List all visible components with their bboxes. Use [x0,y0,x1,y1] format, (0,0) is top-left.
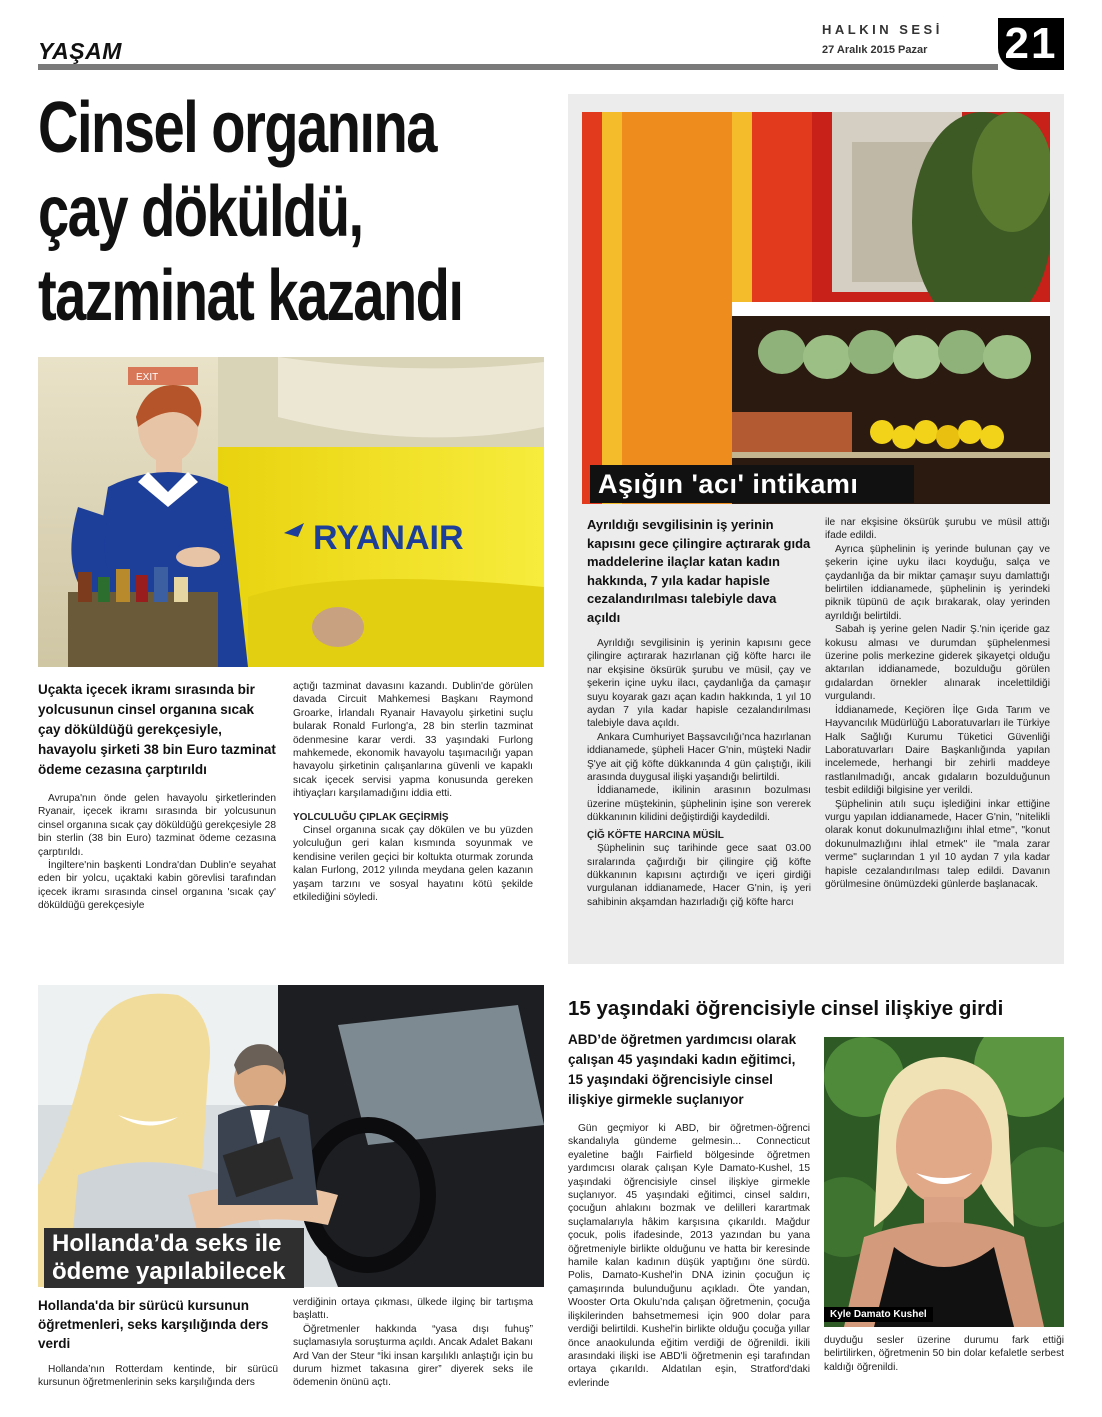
story2-paragraph: Ayrıldığı sevgilisinin iş yerinin kapısını gece çilingire açtırarak hazırlanan çiğ köfte harcı ile nar ekşisine öksürük şurubu ve müsil, çay ve şekerin içine uyku ilacı, çaydanlığa da çamaşır suyu koyarak gazı açan kadın hakkında, 1 yıl 10 aydan 7 yıla kadar hapisle cezalandırılması talebiyle dava açıldı. [587,638,811,730]
story2-paragraph: Sabah iş yerine gelen Nadir Ş.'nin içeride gaz kokusu alması ve durumdan şüphelenmesi üzerine polis merkezine giderek şikayetçi olduğu aktarılan iddianamede, bozulduğu görülen gıdalardan örnekler alınarak incelettildiği vurgulandı. [825,624,1050,703]
story1-column-1 [38,680,276,913]
header-rule [38,64,998,70]
story4-column-2 [824,1334,1064,1374]
story2-paragraph: İddianamede, ikilinin arasının bozulması üzerine müştekinin, şüphelinin işine son vererek dükkanının kilidini değiştirdiği kaydedildi. [587,785,811,824]
story1-paragraph: Cinsel organına sıcak çay dökülen ve bu yüzden yolculuğun geri kalan kısmında soyunmak ve kendisine verilen geçici bir koltukta oturmak zorunda kalan Furlong, 2012 yılında meydana gelen kazanın yaşam tarzını ve sosyal hayatını kötü şekilde etkilediğini söyledi. [293,825,533,904]
headline-line: çay döküldü, [38,172,363,252]
story2-paragraph: Şüphelinin suç tarihinde gece saat 03.00 sıralarında çağırdığı bir çilingire çiğ köfte dükkanının kapısını açtırdığı ve içeri girdiği vurgulanan iddianamede, Hacer G'nin, iş yeri sahibinin akşamdan hazırladığı çiğ köfte harcı [587,843,811,908]
teacher-portrait-illustration [824,1037,1064,1327]
story3-title-line: Hollanda’da seks ile [52,1230,282,1257]
main-headline [38,86,463,338]
airline-logo-text: RYANAIR [313,519,464,557]
story1-subhead: YOLCULUĞU ÇIPLAK GEÇİRMİŞ [293,811,449,823]
story2-deck: Ayrıldığı sevgilisinin iş yerinin kapısını gece çilingire açtırarak gıda maddelerine ilaçlar katan kadın hakkında, 7 yıla kadar hapisle cezalandırılması talebiyle dava açıldı [587,517,811,625]
story4-paragraph: Gün geçmiyor ki ABD, bir öğretmen-öğrenci skandalıyla gündeme gelmesin... Connecticut eyaletine bağlı Fairfield bölgesinde öğretmen yardımcısı olarak çalışan Kyle Damato-Kushel, 15 yaşındaki öğrencisiyle cinsel ilişkiye girmekle suçlanıyor. 45 yaşındaki eğitimci, cinsel saldırı, çocuğun ahlakını bozmak ve delilleri karartmak suçlamalarıyla hâkim karşısına çıkarıldı. Mağdur çocuk, polis ifadesinde, 2013 yazından bu yana öğretmeniyle birlikte olduğunu ve hatta bir keresinde hamile kalan kadının düşük yaptığını öne sürdü. Polis, Damato-Kushel'in DNA izinin çocuğun iç çamaşırında bulunduğunu açıkladı. Öte yandan, Wooster Orta Okulu’nda çalışan öğretmenin, çocuğa ilişkilerinden bahsetmemesi için 900 dolar para verdiği belirtildi. Kushel'in birlikte olduğu çocuğa yıllar önce anaokulunda eğitim verdiği de öğrenildi. İkili arasındaki ilişki ise ABD'li öğretmenin eşi tarafından ortaya çıkarıldı. Aldatılan eşin, Stratford'daki evlerinde [568,1123,810,1389]
page-number: 21 [998,18,1064,70]
story2-paragraph: ile nar ekşisine öksürük şurubu ve müsil attığı ifade edildi. [825,517,1050,542]
flight-attendant-photo [38,357,544,667]
newspaper-name: HALKIN SESİ [822,22,943,37]
story2-paragraph: Ayrıca şüphelinin iş yerinde bulunan çay ve şekerin içine uyku ilacı koyduğu, salça ve çaydanlığa da bir miktar çamaşır suyu damlattığı belirtilen iddianamede, şüphelinin iş yerindeki piknik tüpünü de açık bırakarak, olay yerinden ayrıldığı belirtildi. [825,543,1050,622]
story1-deck: Uçakta içecek ikramı sırasında bir yolcusunun cinsel organına sıcak çay döküldüğü gerekçesiyle, havayolu şirketi 38 bin Euro tazminat ödeme cezasına çarptırıldı [38,682,276,777]
story2-subhead: ÇİĞ KÖFTE HARCINA MÜSİL [587,829,724,841]
teacher-portrait-photo [824,1037,1064,1327]
story2-paragraph: İddianamede, Keçiören İlçe Gıda Tarım ve Hayvancılık Müdürlüğü Laboratuvarları ile Türkiye Halk Sağlığı Kurumu Tüketici Güvenliği Laboratuvarları Daire Başkanlığında yapılan incelemede, herhangi bir zehirli maddeye rastlanılmadığı, ancak gıdaların bozulduğunun tesbit edildiği bilgisine yer verildi. [825,704,1050,797]
story4-title: 15 yaşındaki öğrencisiyle cinsel ilişkiye girdi [568,997,1004,1020]
shop-window-illustration [582,112,1050,504]
story4-column-1 [568,1030,810,1390]
exit-sign: EXIT [136,372,159,383]
story1-paragraph: Avrupa'nın önde gelen havayolu şirketlerinden Ryanair, içecek ikramı sırasında bir yolcusunun cinsel organına sıcak çay döküldüğü gerekçesiyle 28 bin sterlin (38 bin Euro) tazminat ödeme cezasına çarptırıldı. [38,793,276,858]
story3-column-1 [38,1296,278,1390]
issue-date: 27 Aralık 2015 Pazar [822,44,928,56]
headline-line: tazminat kazandı [38,256,463,336]
story3-title-line: ödeme yapılabilecek [52,1258,286,1285]
story3-paragraph: Hollanda’nın Rotterdam kentinde, bir sürücü kursunun öğretmenlerinin seks karşılığında ders [38,1364,278,1389]
story1-column-2 [293,680,533,905]
story3-paragraph: Öğretmenler hakkında “yasa dışı fuhuş” suçlamasıyla soruşturma açıldı. Ancak Adalet Bakanı Ard Van der Steur “İki insan karşılıklı anlaştığı için bu durum hizmet takasına girer” diyerek seks ile ödemenin önünü açtı. [293,1323,533,1389]
story4-deck: ABD’de öğretmen yardımcısı olarak çalışan 45 yaşındaki kadın eğitimci, 15 yaşındaki öğrencisiyle cinsel ilişkiye girmekle suçlanıyor [568,1032,797,1107]
story2-column-1 [587,516,811,909]
shop-photo [582,112,1050,504]
story2-paragraph: Şüphelinin atılı suçu işlediğini inkar ettiğine vurgu yapılan iddianamede, Hacer G'nin, "nitelikli olarak konut dokunulmazlığını ihlal etme", "konut dokunulmazlığını ihlal etmek" ile "mala zarar verme" suçlarından 1 yıl 10 aydan 7 yıla kadar hapisle cezalandırılması talep edildi. Davanın görülmesine önümüzdeki günlerde başlanacak. [825,798,1050,890]
story2-column-2 [825,516,1050,891]
story3-title [44,1228,304,1288]
story3-paragraph: verdiğinin ortaya çıkması, ülkede ilginç bir tartışma başlattı. [293,1297,533,1322]
story4-paragraph: duyduğu sesler üzerine durumu fark ettiği belirtilirken, öğretmenin 50 bin dolar kefaletle serbest kaldığı öğrenildi. [824,1335,1064,1373]
flight-attendant-illustration [38,357,544,667]
story1-paragraph: İngiltere'nin başkenti Londra'dan Dublin'e seyahat eden bir yolcu, uçaktaki kabin görevlisi tarafından içecek ikramı sırasında cinsel organına 'sıcak çay' döküldüğü gerekçesiyle [38,860,276,912]
story2-paragraph: Ankara Cumhuriyet Başsavcılığı'nca hazırlanan iddianamede, şüpheli Hacer G'nin, müşteki Nadir Ş'ye ait çiğ köfte dükkanında 4 gün çalıştığı, ikili arasında duygusal ilişki yaşandığı belirtildi. [587,731,811,784]
photo-caption: Kyle Damato Kushel [824,1307,933,1322]
story3-deck: Hollanda'da bir sürücü kursunun öğretmenleri, seks karşılığında ders verdi [38,1298,269,1351]
story2-title: Aşığın 'acı' intikamı [590,465,914,503]
story3-column-2 [293,1296,533,1390]
section-label: YAŞAM [38,38,122,64]
headline-line: Cinsel organına [38,88,436,168]
story1-paragraph: açtığı tazminat davasını kazandı. Dublin'de görülen davada Circuit Mahkemesi Başkanı Raymond Groarke, İrlandalı Ryanair Havayolu şirketini suçlu bularak Ronald Furlong'a, 28 bin sterlin tazminat ödenmesine karar verdi. 33 yaşındaki Furlong mahkemede, ekonomik havayolu taşımacılığı yapan havayolu şirketinin çalışanlarına güvenli ve kapaklı sıcak içecek servisi yapma konusunda gereken ihtiyaçları karşılamadığını iddia etti. [293,681,533,800]
